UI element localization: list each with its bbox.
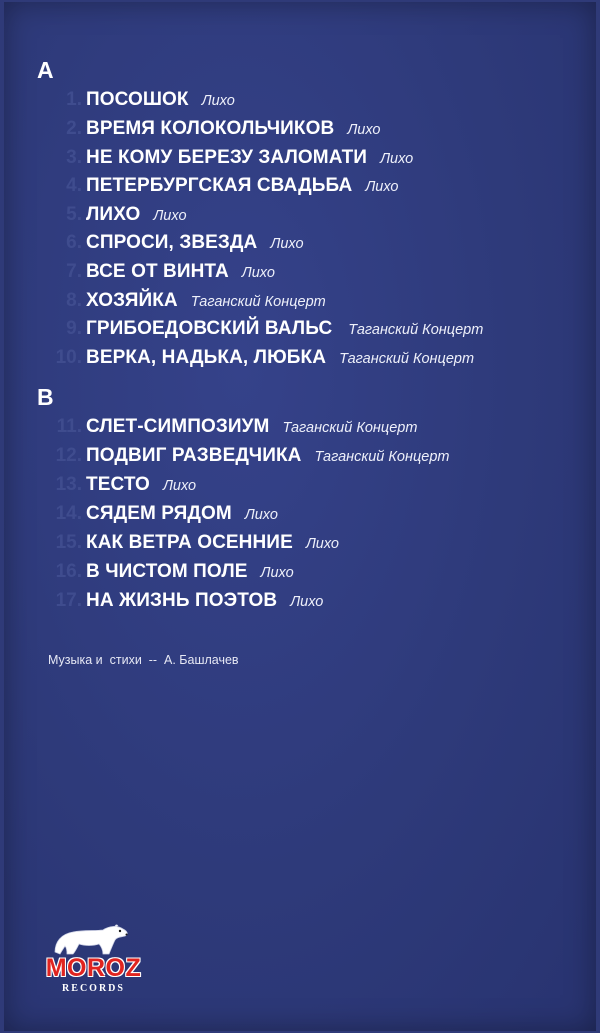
track-number: 11. <box>56 416 82 437</box>
track-number: 12. <box>55 445 82 466</box>
track-number: 4. <box>66 175 82 196</box>
track-title: НА ЖИЗНЬ ПОЭТОВ <box>86 590 278 611</box>
track-number: 15. <box>55 532 82 553</box>
track-album: Лихо <box>162 478 197 494</box>
track-number: 5. <box>66 204 82 225</box>
track-album: Таганский Концерт <box>314 449 450 465</box>
track-title: В ЧИСТОМ ПОЛЕ <box>86 561 248 582</box>
track-title: НЕ КОМУ БЕРЕЗУ ЗАЛОМАТИ <box>86 147 368 168</box>
track-number: 17. <box>55 590 82 611</box>
credits-text: Музыка и стихи -- А. Башлачев <box>48 653 239 667</box>
track-title: ПЕТЕРБУРГСКАЯ СВАДЬБА <box>86 175 353 196</box>
track-title: ЛИХО <box>86 204 141 225</box>
polar-bear-icon <box>51 922 131 958</box>
track-album: Лихо <box>380 151 414 167</box>
track-album: Таганский Концерт <box>348 322 484 338</box>
track-album: Таганский Концерт <box>339 351 475 367</box>
track-number: 3. <box>66 147 82 168</box>
cassette-inlay <box>4 2 596 1031</box>
track-number: 9. <box>66 318 82 339</box>
track-item <box>48 445 449 471</box>
track-album: Лихо <box>290 594 324 610</box>
track-title: КАК ВЕТРА ОСЕННИЕ <box>86 532 293 553</box>
track-title: ПОСОШОК <box>86 89 189 110</box>
track-album: Таганский Концерт <box>282 420 418 436</box>
track-album: Лихо <box>244 507 278 523</box>
track-item <box>48 290 326 316</box>
track-title: ВЕРКА, НАДЬКА, ЛЮБКА <box>86 347 327 368</box>
track-item <box>48 118 380 144</box>
track-item <box>48 503 278 529</box>
track-item <box>48 232 304 258</box>
track-album: Таганский Концерт <box>190 294 326 310</box>
track-item <box>48 89 235 115</box>
track-title: ГРИБОЕДОВСКИЙ ВАЛЬС <box>86 318 333 339</box>
track-item <box>48 474 196 500</box>
track-number: 6. <box>66 232 82 253</box>
track-item <box>48 347 474 373</box>
track-title: ВРЕМЯ КОЛОКОЛЬЧИКОВ <box>86 118 335 139</box>
track-album: Лихо <box>241 265 275 281</box>
track-item <box>48 261 275 287</box>
track-number: 14. <box>55 503 82 524</box>
track-album: Лихо <box>201 93 235 109</box>
track-number: 10. <box>55 347 82 368</box>
track-album: Лихо <box>270 236 304 252</box>
track-album: Лихо <box>260 565 294 581</box>
track-number: 13. <box>55 474 82 495</box>
logo-wordmark: MOROZ <box>45 954 142 982</box>
track-title: СЯДЕМ РЯДОМ <box>86 503 232 524</box>
track-album: Лихо <box>305 536 339 552</box>
side-a-label: A <box>37 57 54 83</box>
track-number: 16. <box>55 561 82 582</box>
logo-subtitle: RECORDS <box>62 983 125 994</box>
track-number: 7. <box>66 261 82 282</box>
track-title: СЛЕТ-СИМПОЗИУМ <box>86 416 270 437</box>
track-number: 8. <box>66 290 82 311</box>
track-item <box>48 532 339 558</box>
track-number: 1. <box>66 89 82 110</box>
moroz-records-logo <box>21 922 171 1002</box>
track-title: ПОДВИГ РАЗВЕДЧИКА <box>86 445 302 466</box>
track-title: ТЕСТО <box>86 474 150 495</box>
track-number: 2. <box>66 118 82 139</box>
track-album: Лихо <box>347 122 381 138</box>
track-item <box>48 561 294 587</box>
track-item <box>48 590 323 616</box>
track-album: Лихо <box>365 179 399 195</box>
track-title: ВСЕ ОТ ВИНТА <box>86 261 229 282</box>
track-item <box>48 147 413 173</box>
track-item <box>48 204 187 230</box>
track-title: СПРОСИ, ЗВЕЗДА <box>86 232 258 253</box>
track-album: Лихо <box>153 208 187 224</box>
track-item <box>48 175 398 201</box>
track-item <box>48 318 483 344</box>
track-title: ХОЗЯЙКА <box>86 290 178 311</box>
track-item <box>48 416 417 442</box>
side-b-label: B <box>37 384 54 410</box>
